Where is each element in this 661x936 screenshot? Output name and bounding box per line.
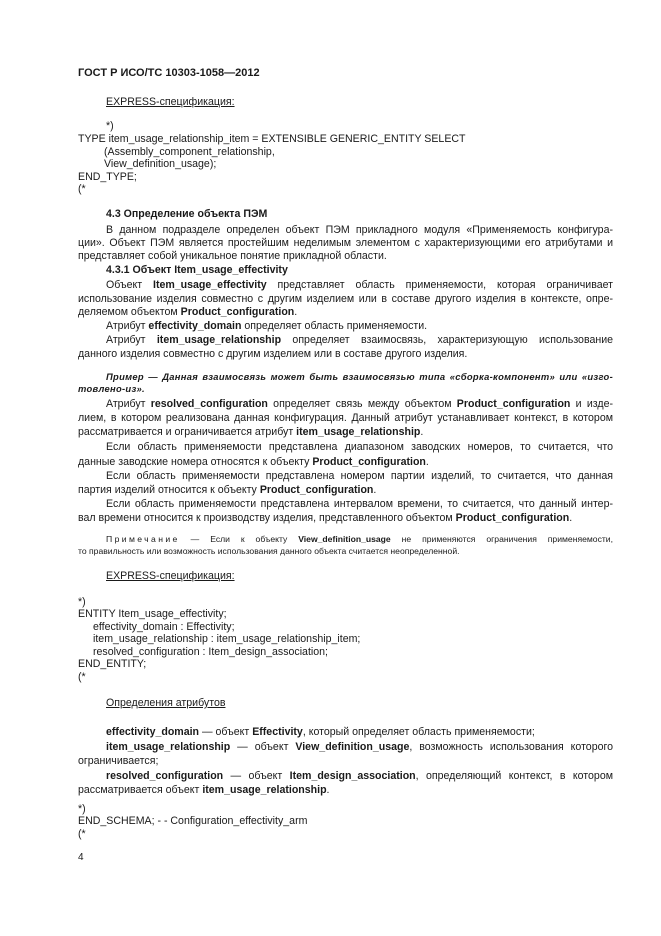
code-line: resolved_configuration : Item_design_association; — [93, 646, 328, 658]
paragraph-line: Атрибут item_usage_relationship определяет взаимосвязь, характеризующую использование — [106, 334, 614, 346]
paragraph-line: лием, в котором реализована данная конфигурация. Данный атрибут устанавливает контекст, в котором — [78, 412, 613, 424]
code-line: END_SCHEMA; - - Configuration_effectivity_arm — [78, 815, 308, 827]
code-line: TYPE item_usage_relationship_item = EXTENSIBLE GENERIC_ENTITY SELECT — [78, 133, 466, 145]
subsection-heading: 4.3.1 Объект Item_usage_effectivity — [106, 264, 288, 276]
code-line: (* — [78, 671, 86, 683]
example-line: товлено-из». — [78, 383, 145, 394]
code-line: *) — [78, 803, 86, 815]
code-line: (Assembly_component_relationship, — [104, 146, 275, 158]
code-line: (* — [78, 183, 86, 195]
paragraph-line: Объект Item_usage_effectivity представляет область применяемости, которая ограничивает — [106, 279, 613, 291]
example-line: Пример — Данная взаимосвязь может быть взаимосвязью типа «сборка-компонент» или «изго- — [106, 371, 613, 382]
attributes-label: Определения атрибутов — [106, 697, 226, 709]
code-line: ENTITY Item_usage_effectivity; — [78, 608, 227, 620]
paragraph-line: данного изделия совместно с другим изделием или в составе другого изделия. — [78, 348, 468, 360]
document-header: ГОСТ Р ИСО/ТС 10303-1058—2012 — [78, 67, 260, 79]
note-line: Примечание — Если к объекту View_definition_usage не применяются ограничения применяемости, — [106, 534, 613, 544]
code-line: View_definition_usage); — [104, 158, 217, 170]
code-line: item_usage_relationship : item_usage_relationship_item; — [93, 633, 361, 645]
paragraph-line: Если область применяемости представлена номером партии изделий, то считается, что данная — [106, 470, 613, 482]
paragraph-line: использование изделия совместно с другим изделием или в составе другого изделия в контексте, опре- — [78, 293, 613, 305]
paragraph-line: Атрибут resolved_configuration определяет связь между объектом Product_configuration и изде- — [106, 398, 613, 410]
code-line: *) — [78, 596, 86, 608]
page-number: 4 — [78, 852, 84, 863]
code-line: effectivity_domain : Effectivity; — [93, 621, 235, 633]
paragraph-line: партия изделий относится к объекту Product_configuration. — [78, 484, 377, 496]
paragraph-line: рассматривается и ограничивается атрибут item_usage_relationship. — [78, 426, 424, 438]
code-line: END_ENTITY; — [78, 658, 147, 670]
section-heading: 4.3 Определение объекта ПЭМ — [106, 208, 268, 220]
attribute-definition: рассматривается объект item_usage_relationship. — [78, 784, 330, 796]
code-line: END_TYPE; — [78, 171, 137, 183]
express-spec-label: EXPRESS-спецификация: — [106, 570, 235, 582]
attribute-definition: ограничивается; — [78, 755, 159, 767]
paragraph-line: В данном подразделе определен объект ПЭМ прикладного модуля «Применяемость конфигура- — [106, 224, 613, 236]
express-spec-label: EXPRESS-спецификация: — [106, 96, 235, 108]
paragraph-line: Если область применяемости представлена диапазоном заводских номеров, то считается, что — [106, 441, 613, 453]
paragraph-line: ции». Объект ПЭМ является простейшим неделимым элементом с характеризующими его атрибутами и — [78, 237, 613, 249]
paragraph-line: вал времени относится к производству изделия, представленного объектом Product_configuration. — [78, 512, 573, 524]
attribute-definition: resolved_configuration — объект Item_design_association, определяющий контекст, в котором — [106, 770, 613, 782]
code-line: (* — [78, 828, 86, 840]
paragraph-line: представляет собой уникальное понятие прикладной области. — [78, 250, 387, 262]
paragraph-line: Если область применяемости представлена интервалом времени, то считается, что данный интер- — [106, 498, 613, 510]
code-line: *) — [106, 120, 114, 132]
paragraph-line: данные заводские номера относятся к объекту Product_configuration. — [78, 456, 429, 468]
paragraph-line: Атрибут effectivity_domain определяет область применяемости. — [106, 320, 428, 332]
note-line: то правильность или возможность использования данного объекта считается неопределенной. — [78, 546, 460, 556]
attribute-definition: item_usage_relationship — объект View_definition_usage, возможность использования которого — [106, 741, 613, 753]
paragraph-line: деляемом объектом Product_configuration. — [78, 306, 298, 318]
attribute-definition: effectivity_domain — объект Effectivity, который определяет область применяемости; — [106, 726, 535, 738]
